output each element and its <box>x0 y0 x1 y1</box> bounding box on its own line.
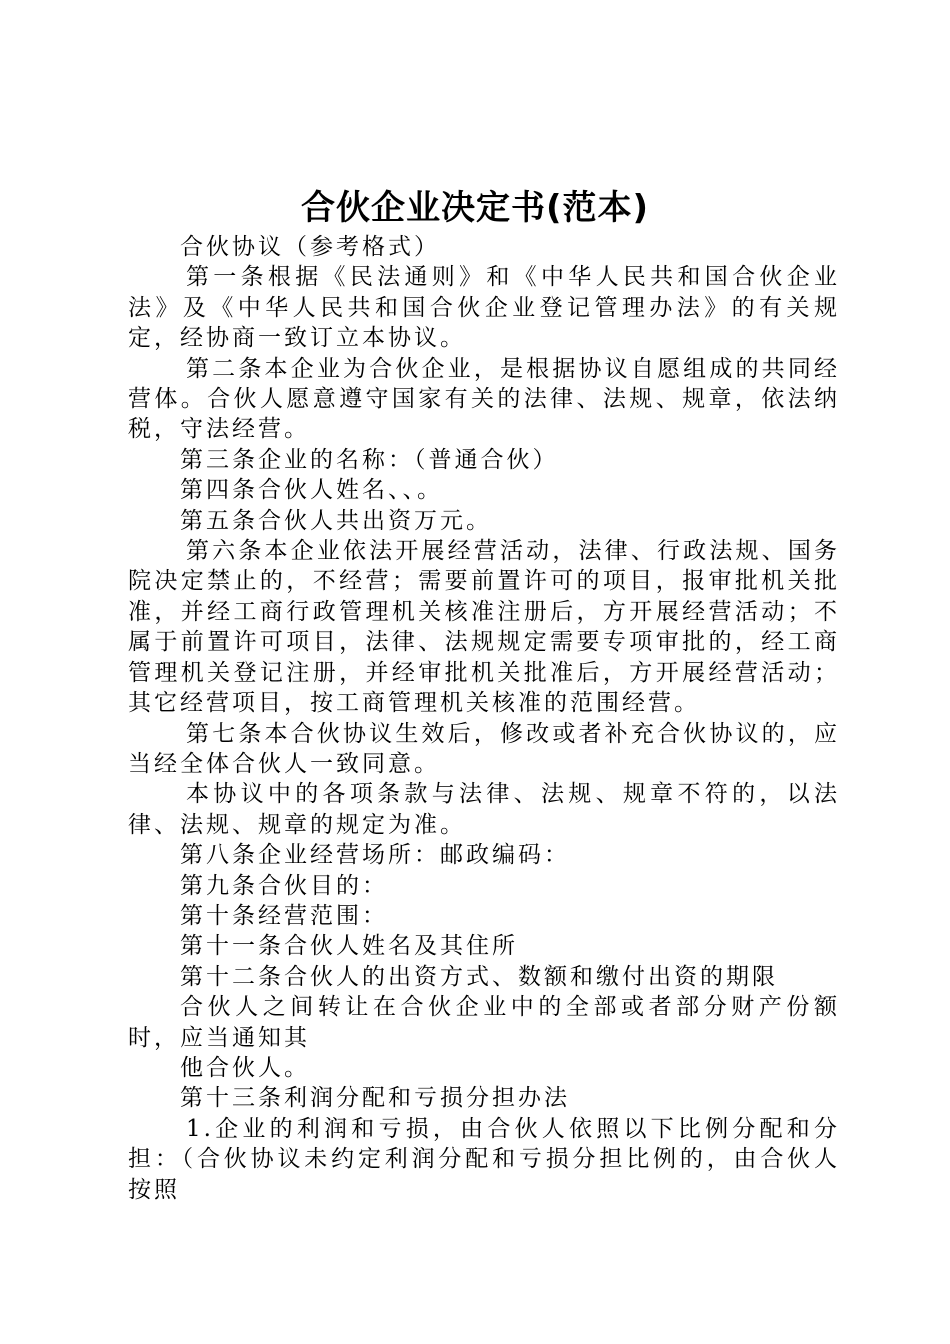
paragraph: 第十一条合伙人姓名及其住所 <box>180 933 518 960</box>
paragraph: 第十三条利润分配和亏损分担办法 <box>180 1085 570 1112</box>
paragraph: 第三条企业的名称：（普通合伙） <box>180 446 559 473</box>
paragraph: 1.企业的利润和亏损，由合伙人依照以下比例分配和分担：（合伙协议未约定利润分配和亏损分担比例的，由合伙人按照 <box>128 1115 840 1203</box>
paragraph: 第十条经营范围： <box>180 902 388 929</box>
paragraph: 第七条本合伙协议生效后，修改或者补充合伙协议的，应当经全体合伙人一致同意。 <box>128 720 840 777</box>
paragraph: 第十二条合伙人的出资方式、数额和缴付出资的期限 <box>180 963 778 990</box>
paragraph: 第二条本企业为合伙企业，是根据协议自愿组成的共同经营体。合伙人愿意遵守国家有关的法律、法规、规章，依法纳税，守法经营。 <box>128 355 840 443</box>
paragraph: 第五条合伙人共出资万元。 <box>180 507 492 534</box>
document-body <box>128 232 840 1205</box>
paragraph: 第八条企业经营场所：邮政编码： <box>180 842 570 869</box>
paragraph: 第四条合伙人姓名、、。 <box>180 477 443 504</box>
paragraph: 本协议中的各项条款与法律、法规、规章不符的，以法律、法规、规章的规定为准。 <box>128 781 840 838</box>
document-title: 合伙企业决定书(范本) <box>300 188 650 228</box>
paragraph: 第六条本企业依法开展经营活动，法律、行政法规、国务院决定禁止的，不经营；需要前置许可的项目，报审批机关批准，并经工商行政管理机关核准注册后，方开展经营活动；不属于前置许可项目，法律、法规规定需要专项审批的，经工商管理机关登记注册，并经审批机关批准后，方开展经营活动；其它经营项目，按工商管理机关核准的范围经营。 <box>128 538 840 717</box>
paragraph: 他合伙人。 <box>180 1054 310 1081</box>
paragraph: 合伙协议（参考格式） <box>180 234 440 260</box>
paragraph: 第一条根据《民法通则》和《中华人民共和国合伙企业法》及《中华人民共和国合伙企业登记管理办法》的有关规定，经协商一致订立本协议。 <box>128 264 840 352</box>
paragraph: 合伙人之间转让在合伙企业中的全部或者部分财产份额时，应当通知其 <box>128 994 840 1051</box>
paragraph: 第九条合伙目的： <box>180 872 388 899</box>
